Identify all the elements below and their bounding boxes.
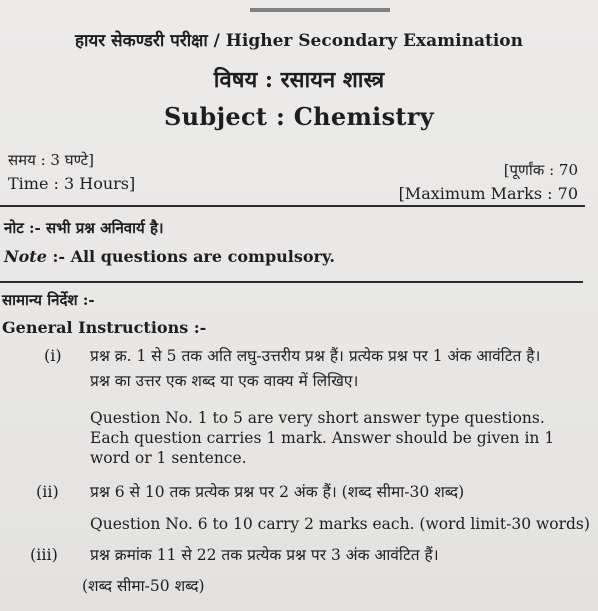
instructions-heading-english: General Instructions :- [2,318,207,337]
divider-top [0,205,585,207]
exam-title: हायर सेकण्डरी परीक्षा / Higher Secondary Examination [75,31,523,51]
instruction-number: (iii) [30,545,58,564]
note-english [4,247,335,266]
cropped-header-mark [250,0,390,12]
instruction-number: (i) [44,346,62,365]
instruction-3-hindi-line1: प्रश्न क्रमांक 11 से 22 तक प्रत्येक प्रश्न पर 3 अंक आवंटित हैं। [90,546,439,564]
instruction-2-english: Question No. 6 to 10 carry 2 marks each. (word limit-30 words) [90,515,590,533]
marks-hindi: [पूर्णांक : 70 [503,161,578,179]
note-label: Note [4,247,47,266]
subject-hindi: विषय : रसायन शास्त्र [213,67,385,93]
instruction-1-hindi-line1: प्रश्न क्र. 1 से 5 तक अति लघु-उत्तरीय प्रश्न हैं। प्रत्येक प्रश्न पर 1 अंक आवंटित है। [90,347,541,365]
instruction-1-hindi-line2: प्रश्न का उत्तर एक शब्द या एक वाक्य में लिखिए। [90,372,359,390]
divider-bottom [0,281,583,283]
instructions-heading-hindi: सामान्य निर्देश :- [2,291,95,309]
instruction-number: (ii) [36,482,59,501]
note-hindi: नोट :- सभी प्रश्न अनिवार्य है। [4,219,164,237]
note-text: :- All questions are compulsory. [46,247,335,266]
instruction-2-hindi: प्रश्न 6 से 10 तक प्रत्येक प्रश्न पर 2 अंक हैं। (शब्द सीमा-30 शब्द) [90,483,465,501]
time-english: Time : 3 Hours] [8,174,136,193]
subject-english: Subject : Chemistry [163,102,434,131]
marks-english: [Maximum Marks : 70 [398,184,578,203]
instruction-1-english: Question No. 1 to 5 are very short answer type questions. Each question carries 1 mark. Answer should be given in 1 word or 1 sentence. [90,409,555,467]
time-hindi: समय : 3 घण्टे] [8,151,94,169]
instruction-3-hindi-line2: (शब्द सीमा-50 शब्द) [82,577,205,595]
